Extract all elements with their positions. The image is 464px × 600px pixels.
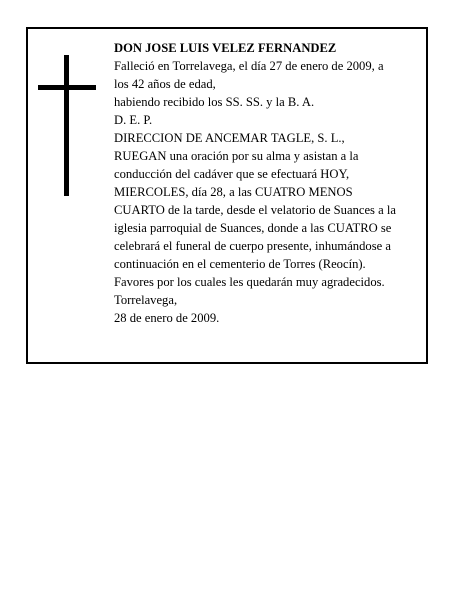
notice-line: habiendo recibido los SS. SS. y la B. A.	[114, 95, 315, 109]
notice-line: Torrelavega,	[114, 293, 178, 307]
notice-line: MIERCOLES, día 28, a las CUATRO MENOS	[114, 185, 353, 199]
notice-line: continuación en el cementerio de Torres (Reocín).	[114, 257, 366, 271]
notice-line: Favores por los cuales les quedarán muy agradecidos.	[114, 275, 385, 289]
deceased-name: DON JOSE LUIS VELEZ FERNANDEZ	[114, 41, 337, 55]
notice-line: DIRECCION DE ANCEMAR TAGLE, S. L.,	[114, 131, 345, 145]
notice-line: conducción del cadáver que se efectuará HOY,	[114, 167, 350, 181]
notice-line: iglesia parroquial de Suances, donde a las CUATRO se	[114, 221, 392, 235]
notice-line: 28 de enero de 2009.	[114, 311, 220, 325]
notice-line: los 42 años de edad,	[114, 77, 216, 91]
notice-line: Falleció en Torrelavega, el día 27 de enero de 2009, a	[114, 59, 384, 73]
notice-line: D. E. P.	[114, 113, 153, 127]
notice-line: celebrará el funeral de cuerpo presente, inhumándose a	[114, 239, 391, 253]
cross-vertical-bar	[64, 55, 69, 196]
obituary-text	[114, 39, 424, 327]
notice-line: RUEGAN una oración por su alma y asistan a la	[114, 149, 359, 163]
notice-line: CUARTO de la tarde, desde el velatorio de Suances a la	[114, 203, 396, 217]
cross-horizontal-bar	[38, 85, 96, 90]
